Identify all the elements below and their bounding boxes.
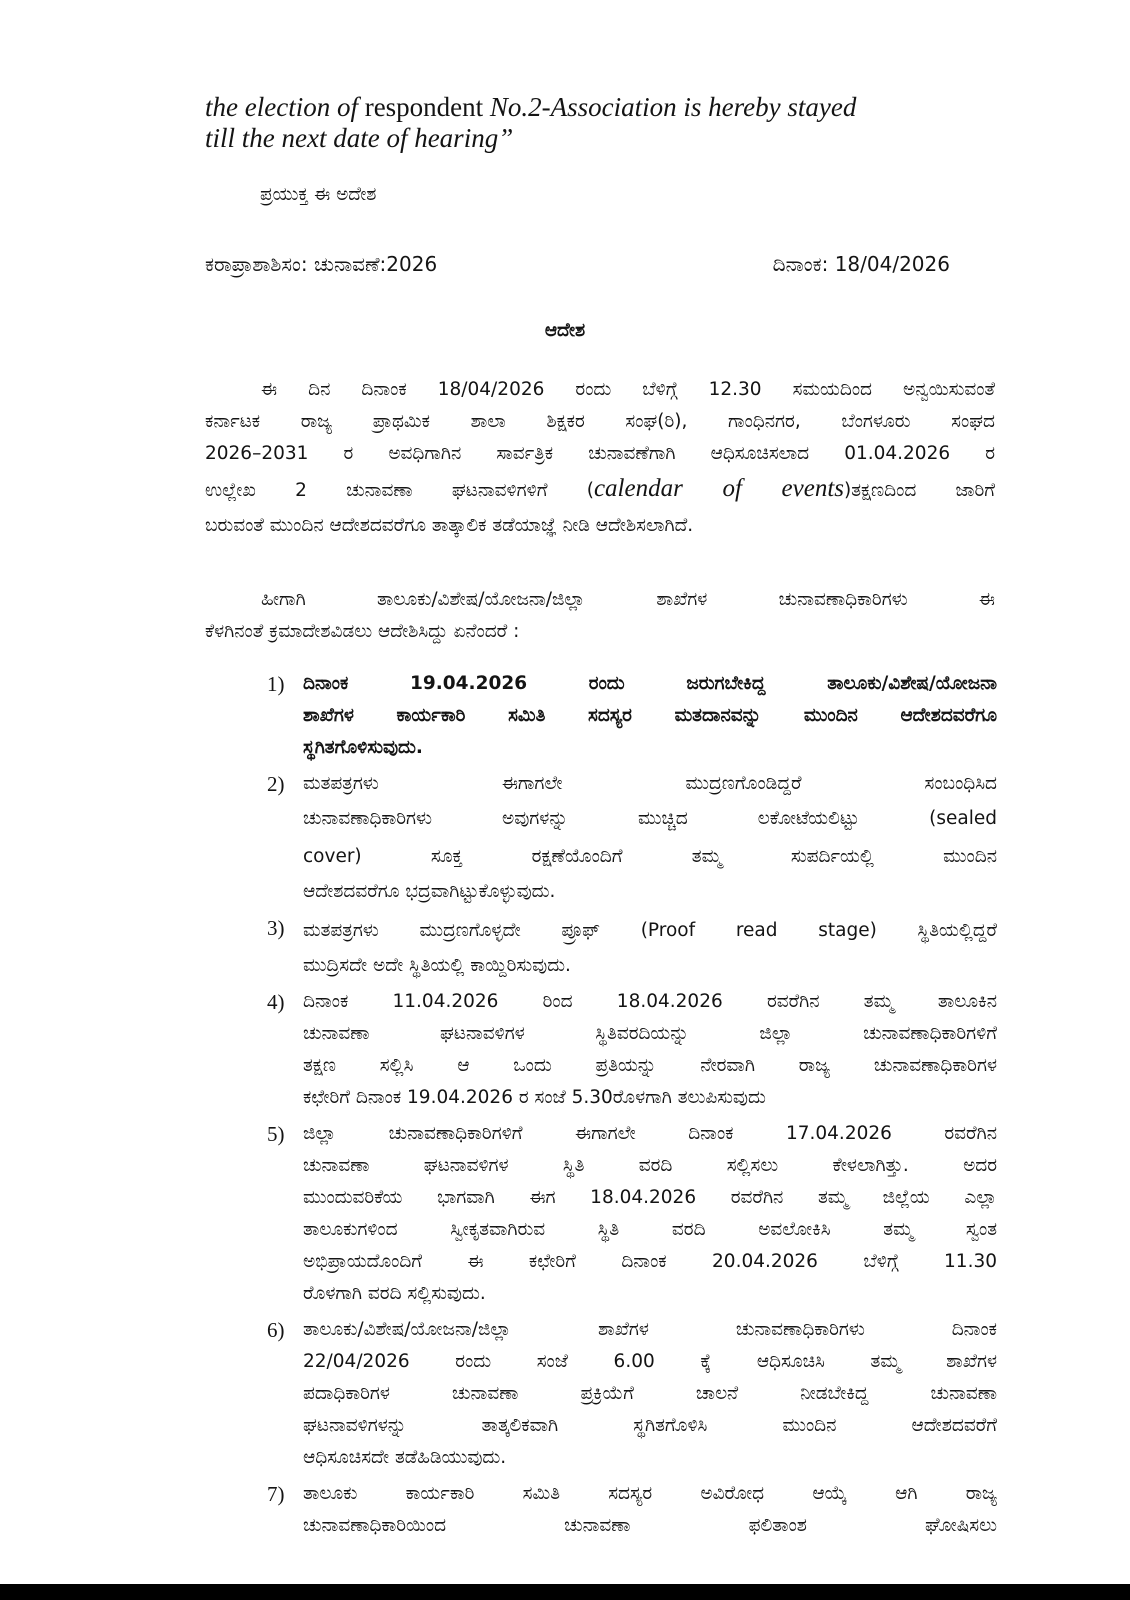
reference-date: ದಿನಾಂಕ: 18/04/2026 [772,252,950,276]
list-item-line: ಮತಪತ್ರಗಳು ಈಗಾಗಲೇ ಮುದ್ರಣಗೊಂಡಿದ್ದರೆ ಸಂಬಂಧಿಸಿದ [303,773,997,794]
list-item-line: ರೊಳಗಾಗಿ ವರದಿ ಸಲ್ಲಿಸುವುದು. [303,1283,486,1304]
paragraph-line: ಉಲ್ಲೇಖ 2 ಚುನಾವಣಾ ಘಟನಾವಳಿಗಳಿಗೆ (calendar of events)ತಕ್ಷಣದಿಂದ ಜಾರಿಗೆ [205,475,996,502]
list-item-line: ಸ್ಥಗಿತಗೊಳಿಸುವುದು. [303,737,423,758]
list-item-line: ಚುನಾವಣಾ ಘಟನಾವಳಿಗಳ ಸ್ಥಿತಿ ವರದಿ ಸಲ್ಲಿಸಲು ಕೇಳಲಾಗಿತ್ತು. ಅದರ [303,1155,997,1176]
list-item-line: ದಿನಾಂಕ 19.04.2026 ರಂದು ಜರುಗಬೇಕಿದ್ದ ತಾಲೂಕು/ವಿಶೇಷ/ಯೋಜನಾ [303,673,997,694]
reference-line [205,252,950,276]
order-paragraph-2 [205,584,995,648]
list-item-number: 7) [267,1482,285,1506]
paragraph-line: ಬರುವಂತೆ ಮುಂದಿನ ಆದೇಶದವರೆಗೂ ತಾತ್ಕಾಲಿಕ ತಡೆಯಾಜ್ಞೆ ನೀಡಿ ಆದೇಶಿಸಲಾಗಿದೆ. [205,515,694,536]
calendar-of-events-text: calendar of events [593,475,844,502]
list-item [267,1478,997,1542]
list-item-line: ಚುನಾವಣಾಧಿಕಾರಿಗಳು ಅವುಗಳನ್ನು ಮುಚ್ಚಿದ ಲಕೋಟೆಯಲಿಟ್ಟು (sealed [303,808,997,829]
list-item [267,986,997,1114]
list-item-line: ಚುನಾವಣಾಧಿಕಾರಿಯಿಂದ ಚುನಾವಣಾ ಫಲಿತಾಂಶ ಘೋಷಿಸಲು [303,1515,997,1536]
list-item-line: ಮುಂದುವರಿಕೆಯ ಭಾಗವಾಗಿ ಈಗ 18.04.2026 ರವರೆಗಿನ ತಮ್ಮ ಜಿಲ್ಲೆಯ ಎಲ್ಲಾ [303,1187,997,1208]
list-item-number: 5) [267,1122,285,1146]
list-item [267,1118,997,1310]
list-item [267,1314,997,1474]
directive-list [267,668,997,1546]
list-item-line: 22/04/2026 ರಂದು ಸಂಜೆ 6.00 ಕ್ಕೆ ಆಧಿಸೂಚಿಸಿ ತಮ್ಮ ಶಾಖೆಗಳ [303,1351,997,1372]
order-paragraph-1 [205,374,995,542]
quoted-court-order [205,92,1005,154]
list-item [267,768,997,908]
paragraph-line: 2026–2031 ರ ಅವಧಿಗಾಗಿನ ಸಾರ್ವತ್ರಿಕ ಚುನಾವಣೆಗಾಗಿ ಆಧಿಸೂಚಿಸಲಾದ 01.04.2026 ರ [205,443,995,464]
list-item-line: ತಾಲೂಕು/ವಿಶೇಷ/ಯೋಜನಾ/ಜಿಲ್ಲಾ ಶಾಖೆಗಳ ಚುನಾವಣಾಧಿಕಾರಿಗಳು ದಿನಾಂಕ [303,1319,997,1340]
paragraph-line: ಹೀಗಾಗಿ ತಾಲೂಕು/ವಿಶೇಷ/ಯೋಜನಾ/ಜಿಲ್ಲಾ ಶಾಖೆಗಳ ಚುನಾವಣಾಧಿಕಾರಿಗಳು ಈ [261,589,995,610]
list-item-line: cover) ಸೂಕ್ತ ರಕ್ಷಣೆಯೊಂದಿಗೆ ತಮ್ಮ ಸುಪರ್ದಿಯಲ್ಲಿ ಮುಂದಿನ [303,846,997,867]
list-item-line: ಅಭಿಪ್ರಾಯದೊಂದಿಗೆ ಈ ಕಛೇರಿಗೆ ದಿನಾಂಕ 20.04.2026 ಬೆಳಿಗ್ಗೆ 11.30 [303,1251,997,1272]
list-item-line: ಮತಪತ್ರಗಳು ಮುದ್ರಣಗೊಳ್ಳದೇ ಪ್ರೂಫ್ (Proof read stage) ಸ್ಥಿತಿಯಲ್ಲಿದ್ದರೆ [303,920,997,941]
list-item-number: 4) [267,990,285,1014]
quote-line-1: the election of respondent No.2-Association is hereby stayed [205,92,857,122]
list-item-line: ಚುನಾವಣಾ ಘಟನಾವಳಿಗಳ ಸ್ಥಿತಿವರದಿಯನ್ನು ಜಿಲ್ಲಾ ಚುನಾವಣಾಧಿಕಾರಿಗಳಿಗೆ [303,1023,997,1044]
list-item-line: ಶಾಖೆಗಳ ಕಾರ್ಯಕಾರಿ ಸಮಿತಿ ಸದಸ್ಯರ ಮತದಾನವನ್ನು ಮುಂದಿನ ಆದೇಶದವರೆಗೂ [303,705,997,726]
list-item-line: ದಿನಾಂಕ 11.04.2026 ರಿಂದ 18.04.2026 ರವರೆಗಿನ ತಮ್ಮ ತಾಲೂಕಿನ [303,991,997,1012]
list-item-line: ಮುದ್ರಿಸದೇ ಅದೇ ಸ್ಥಿತಿಯಲ್ಲಿ ಕಾಯ್ದಿರಿಸುವುದು. [303,955,571,976]
scan-bottom-edge [0,1584,1130,1600]
list-item-number: 3) [267,916,285,940]
list-item-line: ಆದೇಶದವರೆಗೂ ಭದ್ರವಾಗಿಟ್ಟುಕೊಳ್ಳುವುದು. [303,881,556,902]
list-item-line: ಆಧಿಸೂಚಿಸದೇ ತಡೆಹಿಡಿಯುವುದು. [303,1447,507,1468]
paragraph-line: ಕೆಳಗಿನಂತೆ ಕ್ರಮಾದೇಶವಿಡಲು ಆದೇಶಿಸಿದ್ದು ಏನೆಂದರೆ : [205,621,520,642]
paragraph-line: ಈ ದಿನ ದಿನಾಂಕ 18/04/2026 ರಂದು ಬೆಳಿಗ್ಗೆ 12.30 ಸಮಯದಿಂದ ಅನ್ವಯಿಸುವಂತೆ [261,379,995,400]
list-item [267,668,997,764]
list-item-line: ಘಟನಾವಳಿಗಳನ್ನು ತಾತ್ಕಲಿಕವಾಗಿ ಸ್ಥಗಿತಗೊಳಿಸಿ ಮುಂದಿನ ಆದೇಶದವರೆಗೆ [303,1415,997,1436]
forwarded-line: ಪ್ರಯುಕ್ತ ಈ ಅದೇಶ [260,184,377,205]
list-item-number: 2) [267,772,285,796]
list-item-line: ಪದಾಧಿಕಾರಿಗಳ ಚುನಾವಣಾ ಪ್ರಕ್ರಿಯೆಗೆ ಚಾಲನೆ ನೀಡಬೇಕಿದ್ದ ಚುನಾವಣಾ [303,1383,997,1404]
quote-line-2: till the next date of hearing” [205,123,514,153]
list-item-line: ತಾಲೂಕುಗಳಿಂದ ಸ್ವೀಕೃತವಾಗಿರುವ ಸ್ಥಿತಿ ವರದಿ ಅವಲೋಕಿಸಿ ತಮ್ಮ ಸ್ವಂತ [303,1219,997,1240]
list-item-number: 6) [267,1318,285,1342]
list-item-line: ಜಿಲ್ಲಾ ಚುನಾವಣಾಧಿಕಾರಿಗಳಿಗೆ ಈಗಾಗಲೇ ದಿನಾಂಕ 17.04.2026 ರವರೆಗಿನ [303,1123,997,1144]
list-item-number: 1) [267,672,285,696]
list-item-line: ತಕ್ಷಣ ಸಲ್ಲಿಸಿ ಆ ಒಂದು ಪ್ರತಿಯನ್ನು ನೇರವಾಗಿ ರಾಜ್ಯ ಚುನಾವಣಾಧಿಕಾರಿಗಳ [303,1055,997,1076]
paragraph-line: ಕರ್ನಾಟಕ ರಾಜ್ಯ ಪ್ರಾಥಮಿಕ ಶಾಲಾ ಶಿಕ್ಷಕರ ಸಂಘ(ರಿ), ಗಾಂಧಿನಗರ, ಬೆಂಗಳೂರು ಸಂಘದ [205,411,995,432]
list-item-line: ಕಛೇರಿಗೆ ದಿನಾಂಕ 19.04.2026 ರ ಸಂಜೆ 5.30ರೊಳಗಾಗಿ ತಲುಪಿಸುವುದು [303,1087,766,1108]
reference-number: ಕರಾಪ್ರಾಶಾಶಿಸಂ: ಚುನಾವಣೆ:2026 [205,252,438,276]
list-item [267,912,997,982]
order-title: ಆದೇಶ [544,320,586,341]
list-item-line: ತಾಲೂಕು ಕಾರ್ಯಕಾರಿ ಸಮಿತಿ ಸದಸ್ಯರ ಅವಿರೋಧ ಆಯ್ಕೆ ಆಗಿ ರಾಜ್ಯ [303,1483,997,1504]
